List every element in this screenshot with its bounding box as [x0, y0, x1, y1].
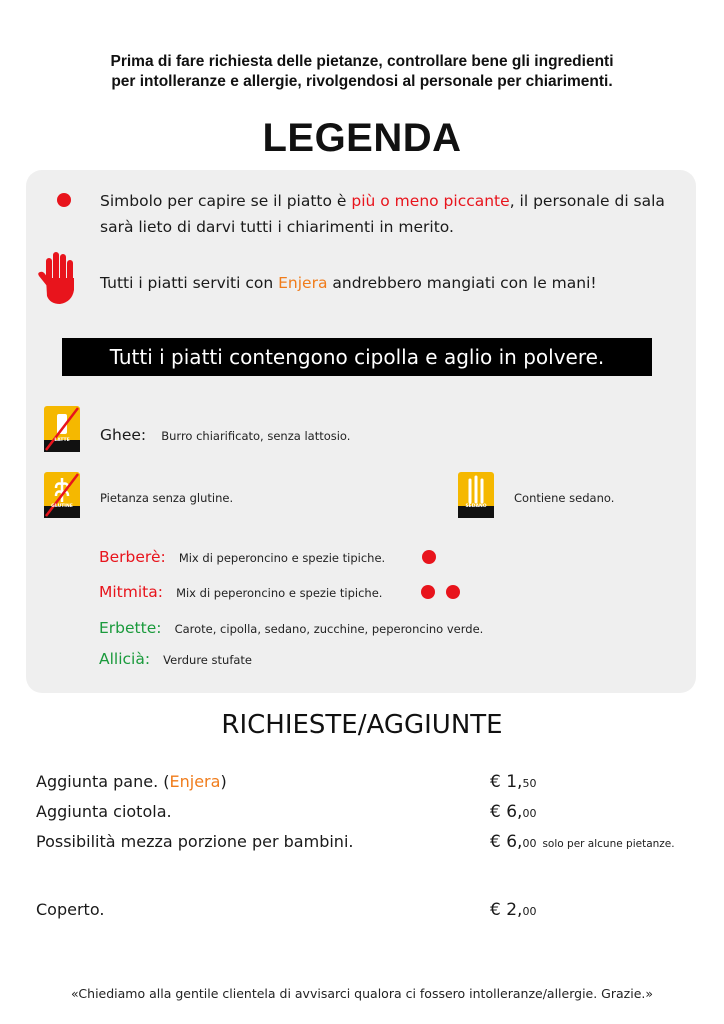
erbette-name: Erbette: — [99, 619, 162, 637]
request-price-bread — [490, 772, 536, 792]
footer-note: «Chiediamo alla gentile clientela di avvisarci qualora ci fossero intolleranze/allergie. Grazie.» — [70, 986, 654, 1001]
ghee-name: Ghee: — [100, 426, 147, 444]
spicy-dot-icon — [422, 550, 436, 564]
celery-badge-label: SEDANO — [465, 504, 487, 509]
spicy-dot-icon — [446, 585, 460, 599]
berbere-row — [99, 547, 385, 566]
price-main: € 1, — [490, 772, 523, 792]
request-price-half-portion — [490, 832, 675, 852]
price-main: € 2, — [490, 900, 523, 920]
mitmita-row — [99, 582, 382, 601]
request-label-bowl: Aggiunta ciotola. — [36, 802, 172, 821]
requests-title: RICHIESTE/AGGIUNTE — [221, 710, 503, 740]
hand-legend-text — [100, 272, 597, 294]
hand-text-pre: Tutti i piatti serviti con — [100, 274, 279, 292]
hand-icon — [36, 250, 82, 306]
request-price-cover — [490, 900, 536, 920]
spicy-dot-icon — [57, 193, 71, 207]
milk-allergen-icon — [44, 406, 80, 452]
request-label-cover: Coperto. — [36, 900, 105, 919]
mitmita-desc: Mix di peperoncino e spezie tipiche. — [176, 586, 383, 600]
hand-text-post: andrebbero mangiati con le mani! — [327, 274, 597, 292]
legend-title: LEGENDA — [262, 116, 462, 160]
price-cents: 00 — [522, 837, 537, 850]
berbere-name: Berberè: — [99, 548, 166, 566]
allicia-row — [99, 649, 252, 668]
price-main: € 6, — [490, 832, 523, 852]
gluten-allergen-icon — [44, 472, 80, 518]
warning-line-2: per intolleranze e allergie, rivolgendosi al personale per chiarimenti. — [111, 73, 613, 90]
ghee-desc: Burro chiarificato, senza lattosio. — [161, 429, 351, 443]
gluten-desc: Pietanza senza glutine. — [100, 491, 234, 505]
milk-badge-label: LATTE — [54, 438, 70, 443]
allergy-warning — [0, 52, 724, 92]
price-note: solo per alcune pietanze. — [542, 838, 675, 850]
onion-garlic-banner: Tutti i piatti contengono cipolla e aglio in polvere. — [62, 338, 652, 376]
bread-label-post: ) — [220, 772, 227, 791]
price-cents: 00 — [522, 807, 537, 820]
request-label-half-portion: Possibilità mezza porzione per bambini. — [36, 832, 354, 851]
price-cents: 00 — [522, 905, 537, 918]
warning-line-1: Prima di fare richiesta delle pietanze, controllare bene gli ingredienti — [110, 53, 614, 70]
celery-allergen-icon — [458, 472, 494, 518]
mitmita-name: Mitmita: — [99, 583, 163, 601]
request-price-bowl — [490, 802, 536, 822]
celery-desc: Contiene sedano. — [514, 491, 615, 505]
spicy-dot-icon — [421, 585, 435, 599]
spicy-text-pre: Simbolo per capire se il piatto è — [100, 192, 352, 210]
spicy-legend-text — [100, 188, 680, 240]
gluten-badge-label: GLUTINE — [51, 504, 73, 509]
bread-label-pre: Aggiunta pane. ( — [36, 772, 170, 791]
allicia-name: Allicià: — [99, 650, 151, 668]
berbere-desc: Mix di peperoncino e spezie tipiche. — [178, 551, 386, 565]
hand-text-highlight: Enjera — [278, 274, 328, 292]
allicia-desc: Verdure stufate — [163, 653, 253, 667]
price-main: € 6, — [490, 802, 523, 822]
price-cents: 50 — [522, 777, 537, 790]
erbette-desc: Carote, cipolla, sedano, zucchine, peperoncino verde. — [174, 622, 484, 636]
spicy-text-post: , il personale di sala sarà lieto di darvi tutti i chiarimenti in merito. — [100, 192, 665, 236]
ghee-row — [100, 425, 350, 444]
request-label-bread — [36, 772, 227, 791]
spicy-text-highlight: più o meno piccante — [351, 192, 510, 210]
bread-label-highlight: Enjera — [169, 772, 221, 791]
erbette-row — [99, 618, 483, 637]
